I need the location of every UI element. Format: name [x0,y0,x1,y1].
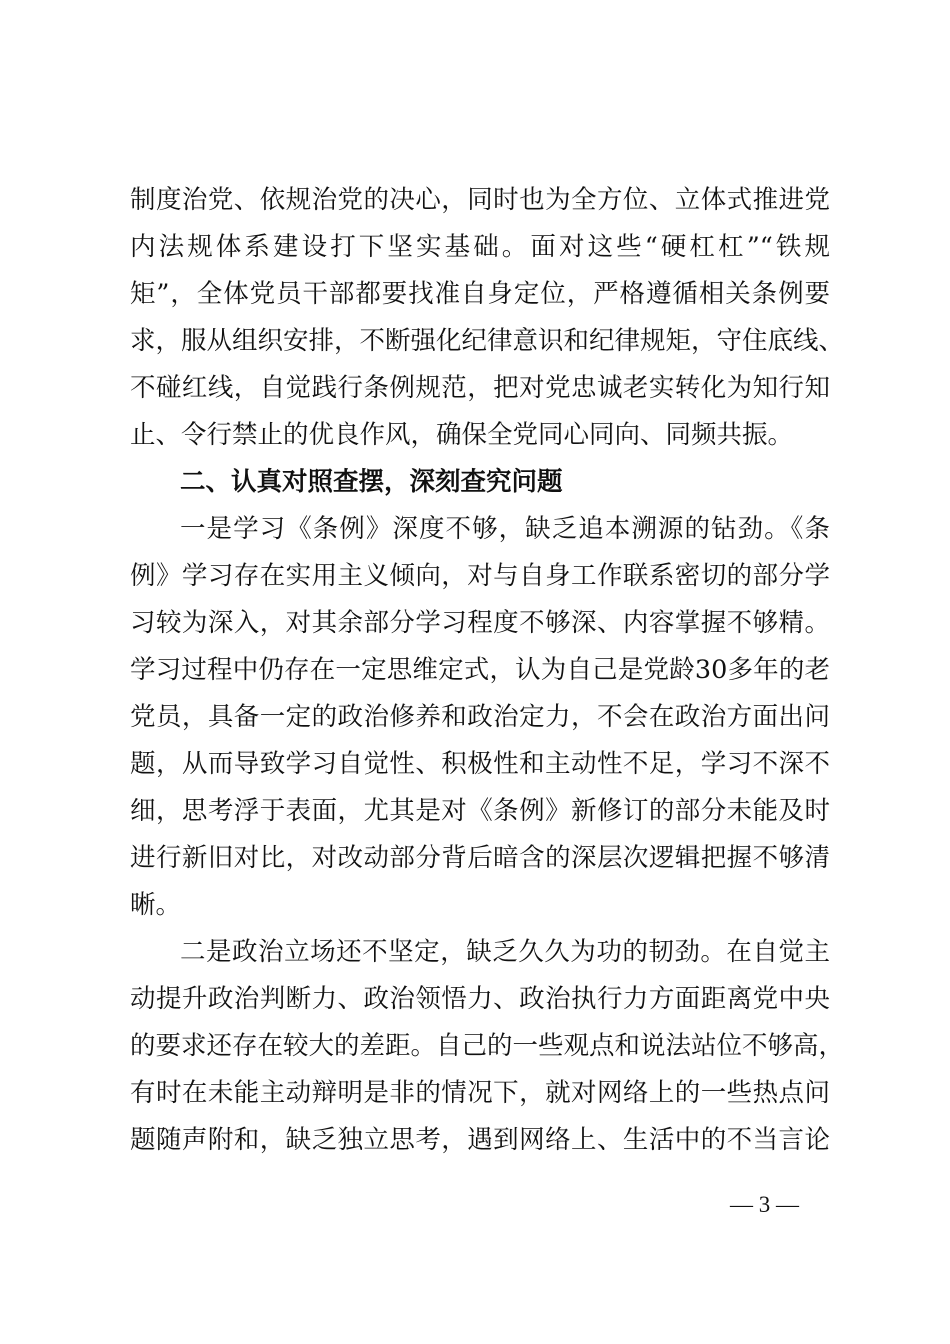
body-line: 一是学习《条例》深度不够，缺乏追本溯源的钻劲。《条 [180,514,830,544]
body-line: 矩”，全体党员干部都要找准自身定位，严格遵循相关条例要 [130,279,830,309]
body-line: 制度治党、依规治党的决心，同时也为全方位、立体式推进党 [130,185,830,215]
body-line: 学习过程中仍存在一定思维定式，认为自己是党龄30多年的老 [130,655,830,685]
body-line: 二是政治立场还不坚定，缺乏久久为功的韧劲。在自觉主 [180,937,830,967]
body-line: 求，服从组织安排，不断强化纪律意识和纪律规矩，守住底线、 [130,326,845,356]
body-line: 题随声附和，缺乏独立思考，遇到网络上、生活中的不当言论 [130,1125,830,1155]
body-line: 止、令行禁止的优良作风，确保全党同心同向、同频共振。 [130,420,794,450]
body-line: 内法规体系建设打下坚实基础。面对这些“硬杠杠”“铁规 [130,232,830,262]
page-number: — 3 — [730,1192,799,1217]
body-line: 动提升政治判断力、政治领悟力、政治执行力方面距离党中央 [130,984,830,1014]
body-line: 的要求还存在较大的差距。自己的一些观点和说法站位不够高， [130,1031,845,1061]
body-line: 细，思考浮于表面，尤其是对《条例》新修订的部分未能及时 [130,796,830,826]
body-line: 习较为深入，对其余部分学习程度不够深、内容掌握不够精。 [130,608,830,638]
body-line: 不碰红线，自觉践行条例规范，把对党忠诚老实转化为知行知 [130,373,830,403]
section-heading: 二、认真对照查摆，深刻查究问题 [180,467,563,497]
body-line: 晰。 [130,890,182,920]
body-line: 题，从而导致学习自觉性、积极性和主动性不足，学习不深不 [130,749,830,779]
body-line: 进行新旧对比，对改动部分背后暗含的深层次逻辑把握不够清 [130,843,830,873]
body-line: 党员，具备一定的政治修养和政治定力，不会在政治方面出问 [130,702,830,732]
body-line: 有时在未能主动辩明是非的情况下，就对网络上的一些热点问 [130,1078,830,1108]
body-line: 例》学习存在实用主义倾向，对与自身工作联系密切的部分学 [130,561,830,591]
